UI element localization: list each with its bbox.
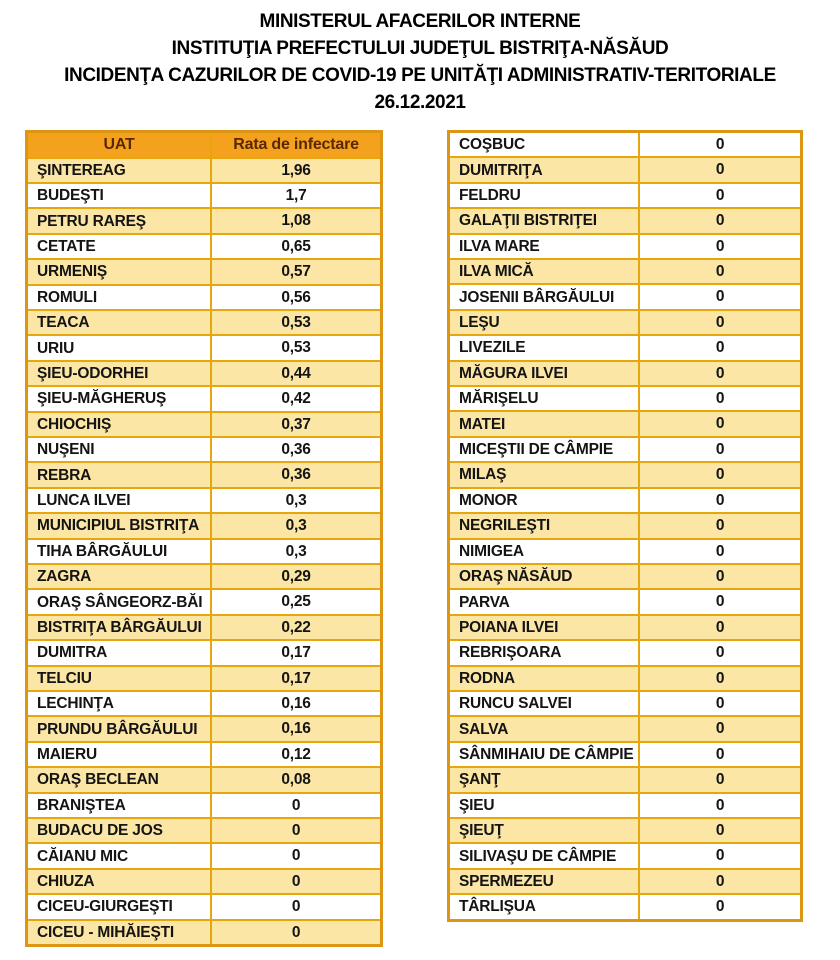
table-row [27, 539, 382, 564]
table-row [27, 640, 382, 665]
table-row [449, 513, 802, 538]
table-row [449, 742, 802, 767]
uat-cell: FELDRU [449, 183, 640, 208]
uat-cell: TÂRLIŞUA [449, 894, 640, 920]
table-row [449, 843, 802, 868]
table-row [27, 691, 382, 716]
uat-cell: TEACA [27, 310, 212, 335]
uat-cell: GALAŢII BISTRIŢEI [449, 208, 640, 233]
table-row [27, 666, 382, 691]
table-row [27, 462, 382, 487]
rate-cell: 0 [639, 157, 801, 182]
rate-cell: 0 [639, 894, 801, 920]
rate-cell: 0 [639, 208, 801, 233]
rate-cell: 0 [639, 539, 801, 564]
rate-cell: 0,16 [211, 691, 381, 716]
uat-cell: LIVEZILE [449, 335, 640, 360]
uat-cell: PETRU RAREŞ [27, 208, 212, 233]
rate-cell: 0 [639, 589, 801, 614]
rate-cell: 0 [211, 894, 381, 919]
table-row [27, 869, 382, 894]
rate-cell: 0,16 [211, 716, 381, 741]
uat-cell: SPERMEZEU [449, 869, 640, 894]
uat-cell: SÂNMIHAIU DE CÂMPIE [449, 742, 640, 767]
table-row [449, 284, 802, 309]
table-row [449, 818, 802, 843]
uat-cell: CETATE [27, 234, 212, 259]
uat-cell: PRUNDU BÂRGĂULUI [27, 716, 212, 741]
rate-cell: 0 [639, 742, 801, 767]
title-date: 26.12.2021 [374, 92, 466, 113]
table-row [449, 310, 802, 335]
table-row [449, 437, 802, 462]
table-row [27, 158, 382, 183]
uat-column-header: UAT [27, 132, 212, 158]
table-row [449, 564, 802, 589]
rate-cell: 0 [211, 843, 381, 868]
table-row [27, 310, 382, 335]
rate-cell: 0 [639, 843, 801, 868]
uat-cell: ZAGRA [27, 564, 212, 589]
uat-cell: ILVA MARE [449, 234, 640, 259]
uat-cell: MICEŞTII DE CÂMPIE [449, 437, 640, 462]
rate-cell: 0 [639, 462, 801, 487]
rate-cell: 0,3 [211, 513, 381, 538]
rate-cell: 0 [639, 615, 801, 640]
rate-cell: 0 [639, 818, 801, 843]
uat-cell: SILIVAŞU DE CÂMPIE [449, 843, 640, 868]
uat-cell: ŞIEUŢ [449, 818, 640, 843]
rate-cell: 0 [211, 920, 381, 946]
rate-cell: 0,37 [211, 412, 381, 437]
left-table-body [27, 158, 382, 946]
table-row [27, 920, 382, 946]
rate-cell: 0 [639, 793, 801, 818]
uat-cell: MUNICIPIUL BISTRIŢA [27, 513, 212, 538]
uat-cell: ORAŞ BECLEAN [27, 767, 212, 792]
table-row [449, 691, 802, 716]
table-header-row [27, 132, 382, 158]
uat-cell: LEŞU [449, 310, 640, 335]
table-row [449, 183, 802, 208]
right-table-body [449, 132, 802, 921]
table-row [27, 793, 382, 818]
table-row [27, 767, 382, 792]
table-row [449, 767, 802, 792]
title-line-institution: INSTITUŢIA PREFECTULUI JUDEŢUL BISTRIŢA-NĂSĂUD [171, 38, 669, 59]
uat-cell: DUMITRIŢA [449, 157, 640, 182]
rate-cell: 0,53 [211, 335, 381, 360]
rate-cell: 0 [211, 818, 381, 843]
rate-cell: 0 [639, 666, 801, 691]
rate-cell: 0 [639, 259, 801, 284]
uat-cell: RODNA [449, 666, 640, 691]
rate-cell: 0 [639, 411, 801, 436]
table-row [27, 564, 382, 589]
table-row [449, 259, 802, 284]
table-row [27, 818, 382, 843]
uat-cell: ILVA MICĂ [449, 259, 640, 284]
rate-cell: 0 [639, 310, 801, 335]
table-row [449, 869, 802, 894]
rate-cell: 0 [211, 793, 381, 818]
rate-cell: 0,17 [211, 666, 381, 691]
uat-cell: MATEI [449, 411, 640, 436]
table-row [27, 208, 382, 233]
rate-cell: 0,29 [211, 564, 381, 589]
table-row [27, 234, 382, 259]
rate-cell: 0 [639, 386, 801, 411]
uat-cell: ŞIEU-MĂGHERUŞ [27, 386, 212, 411]
rate-cell: 0 [639, 564, 801, 589]
uat-cell: CICEU-GIURGEŞTI [27, 894, 212, 919]
rate-cell: 0,08 [211, 767, 381, 792]
rate-cell: 0 [639, 869, 801, 894]
uat-cell: NIMIGEA [449, 539, 640, 564]
rate-cell: 0,57 [211, 259, 381, 284]
uat-cell: ORAŞ NĂSĂUD [449, 564, 640, 589]
table-row [27, 513, 382, 538]
rate-cell: 0 [639, 234, 801, 259]
rate-cell: 0,42 [211, 386, 381, 411]
table-row [27, 437, 382, 462]
uat-cell: BUDEŞTI [27, 183, 212, 208]
table-row [449, 335, 802, 360]
uat-cell: ŞINTEREAG [27, 158, 212, 183]
uat-cell: MAIERU [27, 742, 212, 767]
uat-cell: LECHINŢA [27, 691, 212, 716]
uat-cell: ŞIEU-ODORHEI [27, 361, 212, 386]
table-row [449, 132, 802, 158]
table-row [27, 285, 382, 310]
table-row [449, 488, 802, 513]
uat-cell: BISTRIŢA BÂRGĂULUI [27, 615, 212, 640]
table-row [449, 539, 802, 564]
uat-cell: REBRIŞOARA [449, 640, 640, 665]
uat-cell: URIU [27, 335, 212, 360]
uat-cell: TELCIU [27, 666, 212, 691]
uat-cell: MĂGURA ILVEI [449, 361, 640, 386]
uat-cell: JOSENII BÂRGĂULUI [449, 284, 640, 309]
table-row [449, 894, 802, 920]
rate-cell: 0,25 [211, 589, 381, 614]
uat-cell: MĂRIŞELU [449, 386, 640, 411]
uat-cell: ROMULI [27, 285, 212, 310]
table-row [27, 615, 382, 640]
table-row [27, 386, 382, 411]
uat-cell: POIANA ILVEI [449, 615, 640, 640]
uat-cell: DUMITRA [27, 640, 212, 665]
table-row [449, 411, 802, 436]
rate-column-header: Rata de infectare [211, 132, 381, 158]
rate-cell: 1,96 [211, 158, 381, 183]
uat-cell: CHIOCHIŞ [27, 412, 212, 437]
uat-cell: REBRA [27, 462, 212, 487]
uat-cell: CICEU - MIHĂIEŞTI [27, 920, 212, 946]
rate-cell: 0,56 [211, 285, 381, 310]
table-row [449, 716, 802, 741]
rate-cell: 0 [639, 640, 801, 665]
uat-cell: COŞBUC [449, 132, 640, 158]
uat-cell: LUNCA ILVEI [27, 488, 212, 513]
uat-cell: CĂIANU MIC [27, 843, 212, 868]
uat-cell: ŞIEU [449, 793, 640, 818]
uat-cell: URMENIŞ [27, 259, 212, 284]
uat-cell: BUDACU DE JOS [27, 818, 212, 843]
table-row [27, 589, 382, 614]
uat-cell: BRANIŞTEA [27, 793, 212, 818]
rate-cell: 0,3 [211, 488, 381, 513]
rate-cell: 0 [639, 488, 801, 513]
table-row [27, 361, 382, 386]
rate-cell: 0 [211, 869, 381, 894]
uat-cell: CHIUZA [27, 869, 212, 894]
rate-cell: 0,3 [211, 539, 381, 564]
table-row [449, 666, 802, 691]
table-row [27, 183, 382, 208]
table-row [449, 462, 802, 487]
table-row [449, 361, 802, 386]
rate-cell: 0,44 [211, 361, 381, 386]
uat-cell: MILAŞ [449, 462, 640, 487]
uat-cell: NEGRILEŞTI [449, 513, 640, 538]
uat-cell: TIHA BÂRGĂULUI [27, 539, 212, 564]
rate-cell: 0 [639, 335, 801, 360]
uat-cell: ORAŞ SÂNGEORZ-BĂI [27, 589, 212, 614]
rate-cell: 0,36 [211, 437, 381, 462]
uat-cell: PARVA [449, 589, 640, 614]
rate-cell: 0,36 [211, 462, 381, 487]
uat-cell: ŞANŢ [449, 767, 640, 792]
table-row [27, 488, 382, 513]
table-row [27, 843, 382, 868]
rate-cell: 0 [639, 183, 801, 208]
table-row [27, 412, 382, 437]
rate-cell: 0 [639, 361, 801, 386]
rate-cell: 0 [639, 691, 801, 716]
incidence-table-left [25, 130, 383, 947]
rate-cell: 0 [639, 767, 801, 792]
rate-cell: 0,65 [211, 234, 381, 259]
uat-cell: RUNCU SALVEI [449, 691, 640, 716]
document-header [0, 8, 840, 116]
table-row [449, 386, 802, 411]
table-row [449, 234, 802, 259]
rate-cell: 0 [639, 284, 801, 309]
table-row [27, 894, 382, 919]
rate-cell: 1,7 [211, 183, 381, 208]
table-row [27, 335, 382, 360]
rate-cell: 0 [639, 132, 801, 158]
table-row [27, 716, 382, 741]
table-row [449, 640, 802, 665]
rate-cell: 1,08 [211, 208, 381, 233]
table-row [449, 589, 802, 614]
rate-cell: 0,12 [211, 742, 381, 767]
uat-cell: SALVA [449, 716, 640, 741]
title-line-ministry: MINISTERUL AFACERILOR INTERNE [259, 11, 581, 32]
rate-cell: 0 [639, 513, 801, 538]
rate-cell: 0,17 [211, 640, 381, 665]
table-row [449, 793, 802, 818]
rate-cell: 0,22 [211, 615, 381, 640]
uat-cell: NUŞENI [27, 437, 212, 462]
rate-cell: 0 [639, 437, 801, 462]
table-row [27, 259, 382, 284]
rate-cell: 0 [639, 716, 801, 741]
table-row [27, 742, 382, 767]
table-row [449, 208, 802, 233]
table-row [449, 615, 802, 640]
uat-cell: MONOR [449, 488, 640, 513]
rate-cell: 0,53 [211, 310, 381, 335]
table-row [449, 157, 802, 182]
title-line-subject: INCIDENŢA CAZURILOR DE COVID-19 PE UNITĂŢI ADMINISTRATIV-TERITORIALE [64, 65, 776, 86]
incidence-table-right [447, 130, 803, 922]
